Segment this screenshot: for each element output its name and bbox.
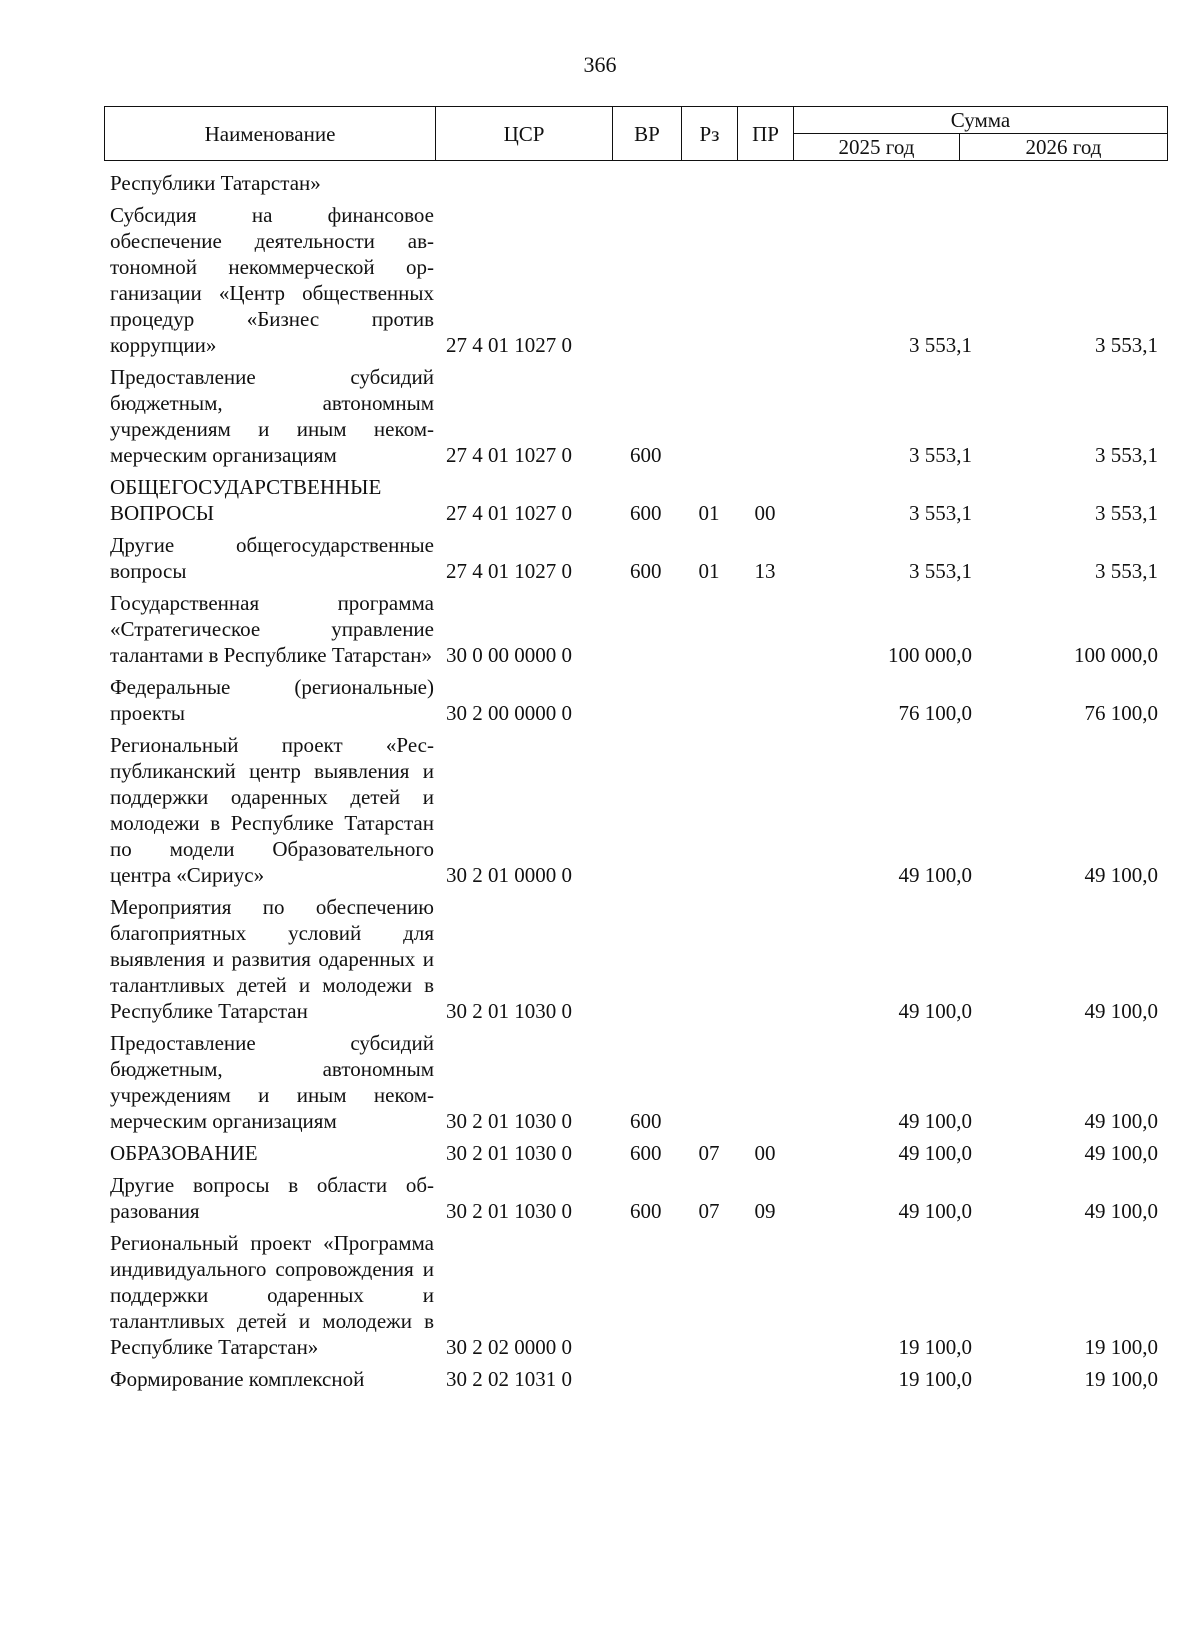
- row-sum-2026: 100 000,0: [1074, 643, 1158, 667]
- row-rz: [680, 200, 738, 362]
- row-sum-2025: 3 553,1: [909, 559, 972, 583]
- row-name-text: Федеральные (региональные) проекты: [110, 675, 434, 725]
- row-rz: [680, 1028, 738, 1138]
- table-row: [104, 1028, 1168, 1138]
- row-sum-2026: 3 553,1: [1095, 501, 1158, 525]
- row-csr: 30 0 00 0000 0: [446, 643, 572, 667]
- row-sum-2026: 49 100,0: [1084, 863, 1158, 887]
- row-pr: [738, 892, 792, 1028]
- row-rz: 01: [698, 559, 720, 583]
- table-row: [104, 530, 1168, 588]
- row-csr: 30 2 01 1030 0: [446, 999, 572, 1023]
- table-row: [104, 362, 1168, 472]
- row-vr: 600: [630, 501, 662, 525]
- table-row: [104, 168, 1168, 200]
- row-name-text: ОБЩЕГОСУДАРСТВЕННЫЕ ВОПРОСЫ: [110, 475, 382, 525]
- table-row: [104, 200, 1168, 362]
- row-name: [104, 892, 434, 1028]
- row-rz: [680, 168, 738, 200]
- table-row: [104, 892, 1168, 1028]
- table-row: [104, 1170, 1168, 1228]
- row-name-text: Предоставление субсидий бюджетным, автономным учреждениям и иным некоммерческим организациям: [110, 1031, 434, 1133]
- row-vr: [622, 1364, 680, 1396]
- row-sum-2026: 49 100,0: [1084, 999, 1158, 1023]
- row-pr: [738, 588, 792, 672]
- row-sum-2025: 49 100,0: [898, 999, 972, 1023]
- col-header-year-2025: 2025 год: [794, 134, 960, 161]
- row-vr: [622, 672, 680, 730]
- row-name: [104, 588, 434, 672]
- row-vr: [622, 200, 680, 362]
- row-name: [104, 200, 434, 362]
- row-sum-2026: 3 553,1: [1095, 559, 1158, 583]
- row-sum-2026: 76 100,0: [1084, 701, 1158, 725]
- row-name: [104, 1228, 434, 1364]
- row-name-text: Региональный проект «Программа индивидуального сопровождения и поддержки одаренных и талантливых детей и молодежи в Республике Татарстан»: [110, 1231, 434, 1359]
- row-sum-2026: 49 100,0: [1084, 1109, 1158, 1133]
- row-pr: [738, 1364, 792, 1396]
- row-name-text: Другие общегосударственные вопросы: [110, 533, 434, 583]
- row-vr: 600: [630, 1199, 662, 1223]
- row-name: [104, 1364, 434, 1396]
- row-csr: [434, 168, 622, 200]
- table-row: [104, 672, 1168, 730]
- row-name: [104, 472, 434, 530]
- row-rz: [680, 672, 738, 730]
- row-csr: 30 2 01 0000 0: [446, 863, 572, 887]
- row-pr: [738, 1028, 792, 1138]
- row-name-text: Государственная программа «Стратегическое управление талантами в Республике Татарстан»: [110, 591, 434, 667]
- row-rz: [680, 362, 738, 472]
- row-csr: 30 2 01 1030 0: [446, 1199, 572, 1223]
- col-header-rz: Рз: [682, 107, 738, 161]
- row-rz: [680, 892, 738, 1028]
- row-rz: [680, 588, 738, 672]
- row-name-text: ОБРАЗОВАНИЕ: [110, 1141, 258, 1165]
- row-csr: 27 4 01 1027 0: [446, 333, 572, 357]
- budget-table: [104, 168, 1168, 1396]
- row-vr: 600: [630, 559, 662, 583]
- row-sum-2025: 19 100,0: [898, 1335, 972, 1359]
- row-vr: [622, 168, 680, 200]
- col-header-pr: ПР: [738, 107, 794, 161]
- row-sum-2025: 49 100,0: [898, 863, 972, 887]
- row-name: [104, 530, 434, 588]
- row-csr: 30 2 02 0000 0: [446, 1335, 572, 1359]
- row-sum-2026: 19 100,0: [1084, 1335, 1158, 1359]
- row-rz: [680, 1364, 738, 1396]
- row-sum-2026: 19 100,0: [1084, 1367, 1158, 1391]
- col-header-year-2026: 2026 год: [960, 134, 1168, 161]
- table-row: [104, 730, 1168, 892]
- col-header-vr: ВР: [613, 107, 682, 161]
- row-rz: [680, 1228, 738, 1364]
- row-sum-2025: 100 000,0: [888, 643, 972, 667]
- row-name-text: Субсидия на финансовое обеспечение деятельности автономной некоммерческой организации «Центр общественных процедур «Бизнес против коррупции»: [110, 203, 434, 357]
- row-name-text: Региональный проект «Республиканский центр выявления и поддержки одаренных детей и молодежи в Республике Татарстан по модели Образовательного центра «Сириус»: [110, 733, 434, 887]
- row-csr: 30 2 00 0000 0: [446, 701, 572, 725]
- row-name: [104, 1028, 434, 1138]
- col-header-name: Наименование: [105, 107, 436, 161]
- row-vr: 600: [630, 1109, 662, 1133]
- row-vr: [622, 1228, 680, 1364]
- row-vr: [622, 730, 680, 892]
- row-name-text: Предоставление субсидий бюджетным, автономным учреждениям и иным некоммерческим организациям: [110, 365, 434, 467]
- row-pr: 09: [754, 1199, 776, 1223]
- row-sum-2025: 49 100,0: [898, 1109, 972, 1133]
- row-pr: [738, 168, 792, 200]
- row-sum-2026: [992, 168, 1168, 200]
- row-rz: 01: [698, 501, 720, 525]
- row-pr: [738, 672, 792, 730]
- row-sum-2026: 3 553,1: [1095, 443, 1158, 467]
- row-vr: 600: [630, 1141, 662, 1165]
- row-sum-2025: 49 100,0: [898, 1199, 972, 1223]
- row-pr: [738, 730, 792, 892]
- row-pr: 13: [754, 559, 776, 583]
- row-csr: 30 2 02 1031 0: [446, 1367, 572, 1391]
- row-csr: 27 4 01 1027 0: [446, 443, 572, 467]
- row-name-text: Формирование комплексной: [110, 1367, 365, 1391]
- row-sum-2025: 49 100,0: [898, 1141, 972, 1165]
- row-csr: 30 2 01 1030 0: [446, 1141, 572, 1165]
- row-rz: [680, 730, 738, 892]
- row-sum-2025: 3 553,1: [909, 443, 972, 467]
- row-sum-2025: 76 100,0: [898, 701, 972, 725]
- row-csr: 30 2 01 1030 0: [446, 1109, 572, 1133]
- row-sum-2025: 3 553,1: [909, 333, 972, 357]
- table-row: [104, 1228, 1168, 1364]
- row-sum-2025: 19 100,0: [898, 1367, 972, 1391]
- row-name: [104, 730, 434, 892]
- row-sum-2026: 49 100,0: [1084, 1199, 1158, 1223]
- table-header: [104, 106, 1168, 161]
- row-rz: 07: [698, 1141, 720, 1165]
- table-row: [104, 1364, 1168, 1396]
- row-csr: 27 4 01 1027 0: [446, 559, 572, 583]
- row-name-text: Другие вопросы в области образования: [110, 1173, 434, 1223]
- col-header-sum: Сумма: [794, 107, 1168, 134]
- col-header-csr: ЦСР: [436, 107, 613, 161]
- row-csr: 27 4 01 1027 0: [446, 501, 572, 525]
- row-pr: 00: [754, 1141, 776, 1165]
- row-name-text: Мероприятия по обеспечению благоприятных условий для выявления и развития одаренных и талантливых детей и молодежи в Республике Татарстан: [110, 895, 434, 1023]
- row-name: [104, 168, 434, 200]
- row-name: [104, 672, 434, 730]
- budget-table-body: [104, 168, 1168, 1396]
- row-sum-2026: 3 553,1: [1095, 333, 1158, 357]
- row-pr: [738, 362, 792, 472]
- page-number: 366: [583, 52, 617, 77]
- row-sum-2025: [792, 168, 992, 200]
- table-row: [104, 1138, 1168, 1170]
- row-sum-2025: 3 553,1: [909, 501, 972, 525]
- row-pr: [738, 200, 792, 362]
- row-rz: 07: [698, 1199, 720, 1223]
- row-pr: [738, 1228, 792, 1364]
- row-name: [104, 362, 434, 472]
- row-pr: 00: [754, 501, 776, 525]
- row-vr: [622, 892, 680, 1028]
- row-name-text: Республики Татарстан»: [110, 171, 321, 195]
- row-vr: [622, 588, 680, 672]
- table-row: [104, 472, 1168, 530]
- row-sum-2026: 49 100,0: [1084, 1141, 1158, 1165]
- row-vr: 600: [630, 443, 662, 467]
- row-name: [104, 1138, 434, 1170]
- row-name: [104, 1170, 434, 1228]
- table-row: [104, 588, 1168, 672]
